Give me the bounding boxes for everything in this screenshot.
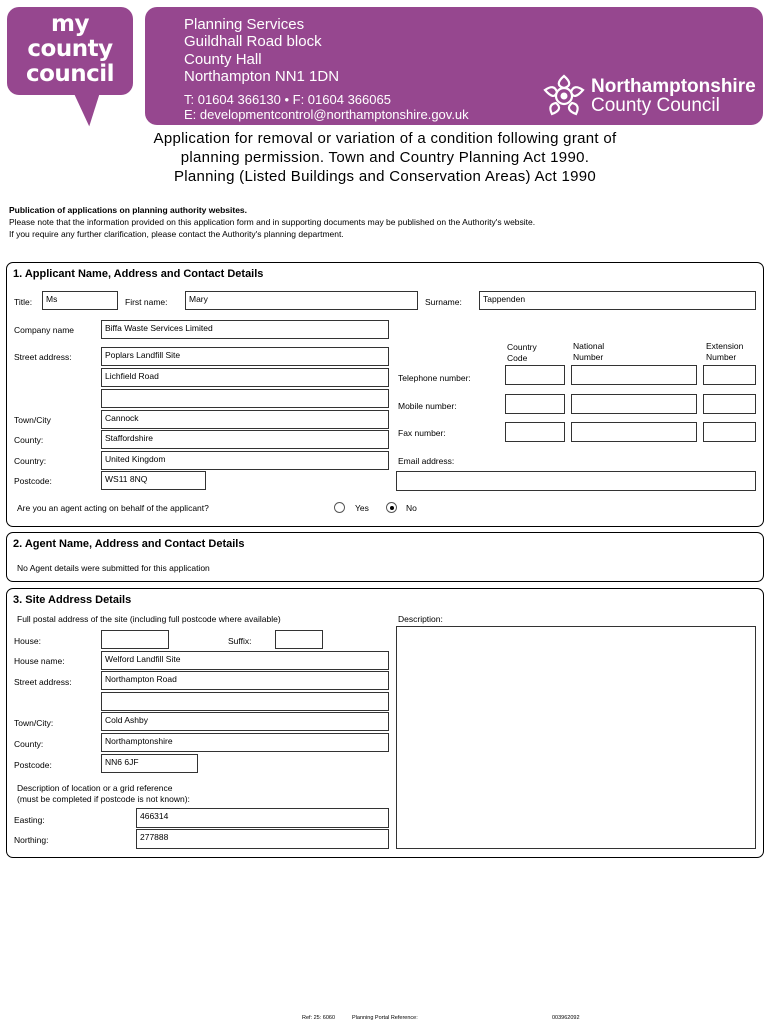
site-county-label: County: — [14, 739, 44, 749]
address-line-1: Planning Services — [184, 16, 305, 33]
planning-portal-reference-label: Planning Portal Reference: — [352, 1015, 418, 1021]
email-line: E: developmentcontrol@northamptonshire.gov.uk — [184, 107, 469, 122]
address-line-3: County Hall — [184, 51, 262, 68]
site-county-field[interactable]: Northamptonshire — [101, 733, 389, 752]
my-county-council-logo — [7, 7, 133, 95]
county-label: County: — [14, 435, 44, 445]
street-address-line-2[interactable]: Lichfield Road — [101, 368, 389, 387]
council-name-line-1: Northamptonshire — [591, 76, 756, 97]
mobile-national-number-field[interactable] — [571, 394, 697, 414]
address-line-2: Guildhall Road block — [184, 33, 322, 50]
extension-number-header-1: Extension — [706, 341, 744, 351]
site-postcode-field[interactable]: NN6 6JF — [101, 754, 198, 773]
site-section-title: 3. Site Address Details — [13, 594, 132, 606]
address-line-4: Northampton NN1 1DN — [184, 68, 340, 85]
site-intro: Full postal address of the site (including full postcode where available) — [17, 614, 281, 624]
telephone-label: Telephone number: — [398, 373, 471, 383]
extension-number-header-2: Number — [706, 352, 737, 362]
reference-label: Ref: 25: 6060 — [302, 1015, 336, 1021]
site-town-field[interactable]: Cold Ashby — [101, 712, 389, 731]
country-code-header-1: Country — [507, 342, 537, 352]
agent-yes-label: Yes — [355, 503, 369, 513]
street-address-line-1[interactable]: Poplars Landfill Site — [101, 347, 389, 366]
surname-label: Surname: — [425, 297, 462, 307]
publication-note-2: If you require any further clarification, please contact the Authority's planning department. — [9, 229, 344, 239]
description-field[interactable] — [396, 626, 756, 849]
document-title-line-3: Planning (Listed Buildings and Conservation Areas) Act 1990 — [173, 168, 597, 185]
title-field[interactable]: Ms — [42, 291, 118, 310]
surname-field[interactable]: Tappenden — [479, 291, 756, 310]
fax-label: Fax number: — [398, 428, 446, 438]
easting-field[interactable]: 466314 — [136, 808, 389, 828]
description-label: Description: — [398, 614, 443, 624]
fax-country-code-field[interactable] — [505, 422, 565, 442]
publication-note-1: Please note that the information provided on this application form and in supporting documents may be published on the Authority's website. — [9, 217, 536, 227]
applicant-section-title: 1. Applicant Name, Address and Contact Details — [13, 268, 264, 280]
logo-line-1: my — [51, 11, 89, 37]
town-field[interactable]: Cannock — [101, 410, 389, 429]
suffix-label: Suffix: — [228, 636, 252, 646]
county-field[interactable]: Staffordshire — [101, 430, 389, 449]
agent-section-title: 2. Agent Name, Address and Contact Details — [13, 538, 245, 550]
site-postcode-label: Postcode: — [14, 760, 52, 770]
country-label: Country: — [14, 456, 47, 466]
country-field[interactable]: United Kingdom — [101, 451, 389, 470]
title-label: Title: — [14, 297, 33, 307]
northing-field[interactable]: 277888 — [136, 829, 389, 849]
first-name-field[interactable]: Mary — [185, 291, 418, 310]
agent-yes-radio[interactable] — [334, 502, 345, 513]
site-street-label: Street address: — [14, 677, 72, 687]
street-address-label: Street address: — [14, 352, 72, 362]
suffix-field[interactable] — [275, 630, 323, 649]
national-number-header-2: Number — [573, 352, 604, 362]
location-description-1: Description of location or a grid reference — [17, 783, 173, 793]
agent-no-label: No — [406, 503, 417, 513]
agent-question: Are you an agent acting on behalf of the applicant? — [17, 503, 209, 513]
house-field[interactable] — [101, 630, 169, 649]
location-description-2: (must be completed if postcode is not known): — [17, 794, 190, 804]
telephone-country-code-field[interactable] — [505, 365, 565, 385]
northamptonshire-rose-icon — [541, 73, 587, 119]
easting-label: Easting: — [14, 815, 45, 825]
house-label: House: — [14, 636, 41, 646]
postcode-field[interactable]: WS11 8NQ — [101, 471, 206, 490]
header-banner — [145, 7, 763, 125]
email-label: Email address: — [398, 456, 455, 466]
phone-fax-line: T: 01604 366130 • F: 01604 366065 — [184, 92, 391, 107]
mobile-country-code-field[interactable] — [505, 394, 565, 414]
site-street-line-2[interactable] — [101, 692, 389, 711]
first-name-label: First name: — [125, 297, 168, 307]
logo-line-2: county — [27, 36, 113, 62]
street-address-line-3[interactable] — [101, 389, 389, 408]
house-name-label: House name: — [14, 656, 65, 666]
site-town-label: Town/City: — [14, 718, 54, 728]
agent-no-radio[interactable] — [386, 502, 397, 513]
mobile-extension-field[interactable] — [703, 394, 756, 414]
telephone-extension-field[interactable] — [703, 365, 756, 385]
council-name-line-2: County Council — [591, 95, 720, 116]
planning-portal-reference-value: 003962092 — [552, 1015, 580, 1021]
country-code-header-2: Code — [507, 353, 528, 363]
document-title-line-1: Application for removal or variation of a condition following grant of — [153, 130, 617, 147]
town-label: Town/City — [14, 415, 51, 425]
fax-national-number-field[interactable] — [571, 422, 697, 442]
mobile-label: Mobile number: — [398, 401, 457, 411]
site-street-line-1[interactable]: Northampton Road — [101, 671, 389, 690]
house-name-field[interactable]: Welford Landfill Site — [101, 651, 389, 670]
telephone-national-number-field[interactable] — [571, 365, 697, 385]
agent-note: No Agent details were submitted for this application — [17, 563, 210, 573]
email-field[interactable] — [396, 471, 756, 491]
national-number-header-1: National — [573, 341, 605, 351]
company-label: Company name — [14, 325, 75, 335]
postcode-label: Postcode: — [14, 476, 52, 486]
fax-extension-field[interactable] — [703, 422, 756, 442]
publication-heading: Publication of applications on planning authority websites. — [9, 205, 248, 215]
logo-line-3: council — [25, 61, 115, 87]
northing-label: Northing: — [14, 835, 49, 845]
company-field[interactable]: Biffa Waste Services Limited — [101, 320, 389, 339]
document-title-line-2: planning permission. Town and Country Planning Act 1990. — [180, 149, 590, 166]
